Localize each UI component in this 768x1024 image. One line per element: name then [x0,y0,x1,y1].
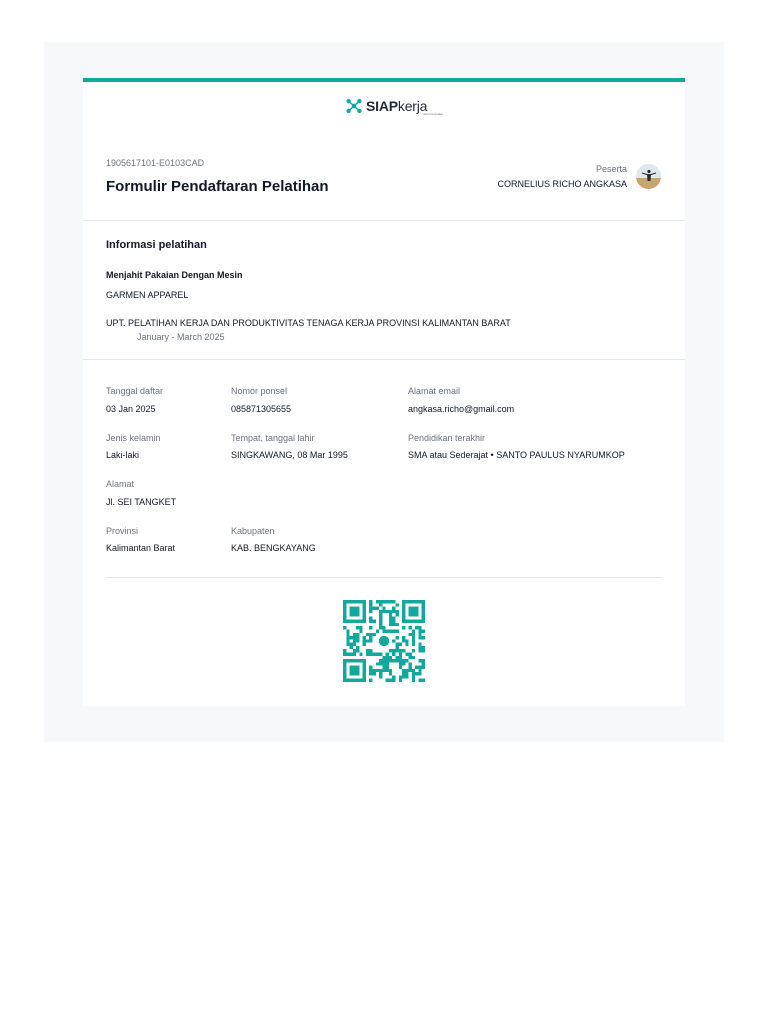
birth-label: Tempat, tanggal lahir [231,433,315,443]
province-label: Provinsi [106,526,139,536]
education-label: Pendidikan terakhir [408,433,486,443]
email-label: Alamat email [408,386,461,396]
header-divider [83,220,685,221]
registered-date-label: Tanggal daftar [106,386,164,396]
gender-value: Laki-laki [106,450,140,460]
logo-siap: SIAP [366,98,398,114]
details-divider [106,577,662,578]
participant-label: Peserta [595,164,627,174]
email-value: angkasa.richo@gmail.com [408,404,515,414]
regency-label: Kabupaten [231,526,275,536]
participant-name: CORNELIUS RICHO ANGKASA [497,179,627,189]
education-value: SMA atau Sederajat • SANTO PAULUS NYARUMKOP [408,450,625,460]
regency-value: KAB. BENGKAYANG [231,543,316,553]
siapkerja-logo [345,94,427,118]
logo-subtitle: oleh Kemnaker [423,112,444,116]
phone-value: 085871305655 [231,404,292,414]
siapkerja-logo-icon [345,97,363,115]
province-value: Kalimantan Barat [106,543,176,553]
registration-card [83,78,685,706]
accent-bar [83,78,685,82]
training-period: January - March 2025 [137,332,225,342]
training-divider [83,359,685,360]
registration-qr-code [341,600,427,682]
logo-kerja: kerja [397,98,428,114]
page-title: Formulir Pendaftaran Pelatihan [106,178,329,195]
address-label: Alamat [106,479,135,489]
course-category: GARMEN APPAREL [106,290,189,300]
avatar [636,164,661,189]
training-institution: UPT. PELATIHAN KERJA DAN PRODUKTIVITAS TENAGA KERJA PROVINSI KALIMANTAN BARAT [106,318,511,328]
training-section-title: Informasi pelatihan [106,239,207,251]
phone-label: Nomor ponsel [231,386,288,396]
birth-value: SINGKAWANG, 08 Mar 1995 [231,450,348,460]
registration-id: 1905617101-E0103CAD [106,158,205,168]
course-name: Menjahit Pakaian Dengan Mesin [106,270,243,280]
registered-date-value: 03 Jan 2025 [106,404,156,414]
avatar-photo-icon [636,164,661,189]
address-value: Jl. SEI TANGKET [106,497,177,507]
gender-label: Jenis kelamin [106,433,161,443]
